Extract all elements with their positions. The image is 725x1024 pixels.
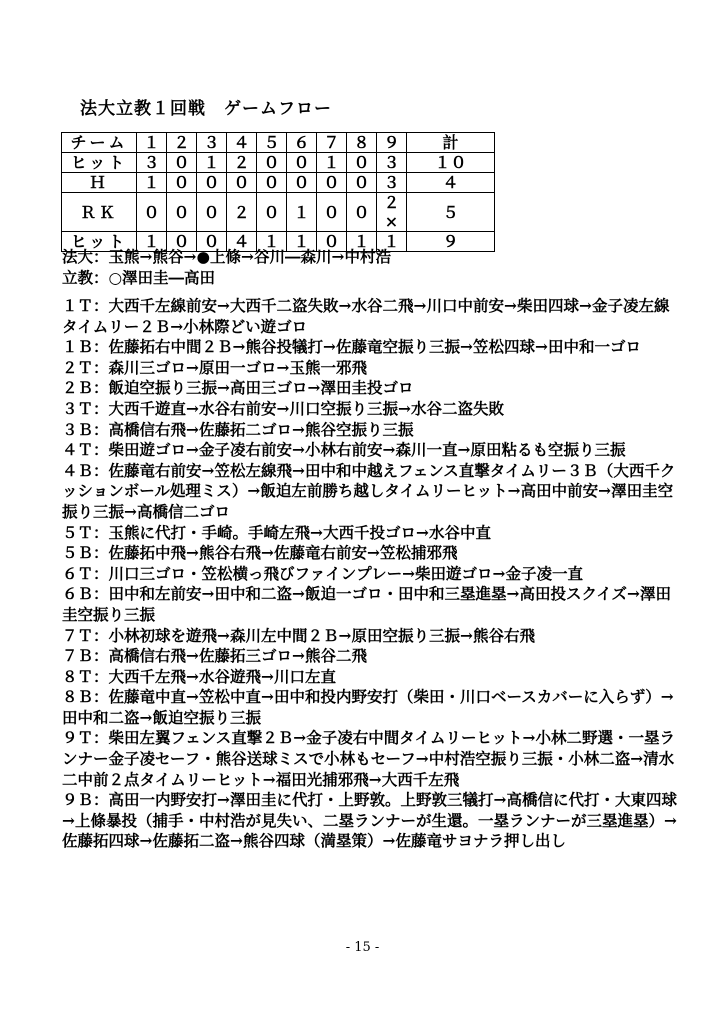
scoreboard-row [62, 153, 495, 173]
play-entry: ８Ｂ：佐藤竜中直→笠松中直→田中和投内野安打（柴田・川口ベースカバーに入らず）→田中和二盗→飯迫空振り三振 [62, 687, 674, 727]
play-entry: ２Ｔ：森川三ゴロ→原田一ゴロ→玉熊一邪飛 [62, 357, 367, 377]
play-entry: １Ｂ：佐藤拓右中間２Ｂ→熊谷投犠打→佐藤竜空振り三振→笠松四球→田中和一ゴロ [62, 337, 641, 357]
inning-cell: １ [317, 153, 347, 173]
play-entry: ３Ｔ：大西千遊直→水谷右前安→川口空振り三振→水谷二盗失敗 [62, 398, 504, 418]
lineup-line: 立教：○澤田圭―高田 [62, 268, 216, 287]
inning-cell: １ [257, 232, 287, 252]
page-title: 法大立教１回戦 ゲームフロー [80, 99, 332, 119]
page-number: - 15 - [345, 940, 380, 955]
inning-cell: １ [377, 232, 407, 252]
game-flow [62, 296, 682, 852]
play-entry: ２Ｂ：飯迫空振り三振→高田三ゴロ→澤田圭投ゴロ [62, 378, 414, 398]
inning-cell: ０ [167, 193, 197, 232]
inning-cell: ０ [257, 193, 287, 232]
play-entry: ９Ｔ：柴田左翼フェンス直撃２Ｂ→金子凌右中間タイムリーヒット→小林二野選・一塁ランナー金子凌セーフ・熊谷送球ミスで小林もセーフ→中村浩空振り三振・小林二盗→清水二中前２点タイムリーヒット→福田光捕邪飛→大西千左飛 [62, 728, 675, 789]
team-cell: ヒット [62, 153, 137, 173]
inning-cell: ６ [287, 133, 317, 153]
inning-cell: ０ [137, 193, 167, 232]
inning-cell: ２ [227, 193, 257, 232]
inning-cell: ３ [377, 173, 407, 193]
inning-cell: ０ [287, 173, 317, 193]
inning-cell: １ [287, 232, 317, 252]
inning-cell: ０ [197, 232, 227, 252]
play-entry: ３Ｂ：高橋信右飛→佐藤拓二ゴロ→熊谷空振り三振 [62, 419, 414, 439]
play-entry: ９Ｂ：高田一内野安打→澤田圭に代打・上野敦。上野敦三犠打→高橋信に代打・大東四球→上條暴投（捕手・中村浩が見失い、二塁ランナーが生還。一塁ランナーが三塁進塁）→佐藤拓四球→佐藤拓二盗→熊谷四球（満塁策）→佐藤竜サヨナラ押し出し [62, 790, 677, 851]
inning-cell: ０ [197, 173, 227, 193]
inning-cell: ８ [347, 133, 377, 153]
play-entry: ４Ｔ：柴田遊ゴロ→金子凌右前安→小林右前安→森川一直→原田粘るも空振り三振 [62, 440, 626, 460]
inning-cell: ２ [227, 153, 257, 173]
inning-cell: ２ [167, 133, 197, 153]
inning-cell: ０ [317, 232, 347, 252]
total-cell: ５ [407, 193, 495, 232]
scoreboard-body [62, 133, 495, 252]
inning-cell: ０ [167, 173, 197, 193]
team-cell: チーム [62, 133, 137, 153]
inning-cell: １ [197, 153, 227, 173]
play-entry: ５Ｔ：玉熊に代打・手崎。手崎左飛→大西千投ゴロ→水谷中直 [62, 522, 491, 542]
inning-cell: ０ [347, 173, 377, 193]
play-entry: ６Ｔ：川口三ゴロ・笠松横っ飛びファインプレー→柴田遊ゴロ→金子凌一直 [62, 563, 584, 583]
inning-cell: ３ [377, 153, 407, 173]
total-cell: ９ [407, 232, 495, 252]
scoreboard-row [62, 193, 495, 232]
inning-cell: １ [287, 193, 317, 232]
inning-cell: ３ [197, 133, 227, 153]
inning-cell: ０ [167, 153, 197, 173]
inning-cell: ０ [167, 232, 197, 252]
inning-cell: ０ [227, 173, 257, 193]
total-cell: １０ [407, 153, 495, 173]
total-cell: 計 [407, 133, 495, 153]
pitcher-lineups [62, 246, 391, 288]
play-entry: ７Ｔ：小林初球を遊飛→森川左中間２Ｂ→原田空振り三振→熊谷右飛 [62, 625, 535, 645]
inning-cell: ０ [347, 153, 377, 173]
inning-cell: ４ [227, 133, 257, 153]
inning-cell: ０ [317, 193, 347, 232]
inning-cell: １ [137, 133, 167, 153]
team-cell: Ｈ [62, 173, 137, 193]
inning-cell: ４ [227, 232, 257, 252]
inning-cell: １ [137, 173, 167, 193]
inning-cell: ９ [377, 133, 407, 153]
lineup-line: 法大：玉熊→熊谷→●上條→谷川―森川→中村浩 [62, 247, 391, 266]
inning-cell: ２× [377, 193, 407, 232]
inning-cell: ０ [287, 153, 317, 173]
total-cell: ４ [407, 173, 495, 193]
team-cell: ＲＫ [62, 193, 137, 232]
scoreboard-header-row [62, 133, 495, 153]
play-entry: １Ｔ：大西千左線前安→大西千二盗失敗→水谷二飛→川口中前安→柴田四球→金子凌左線タイムリー２Ｂ→小林際どい遊ゴロ [62, 296, 670, 336]
inning-cell: ０ [197, 193, 227, 232]
scoreboard-table [61, 132, 495, 252]
inning-cell: ０ [317, 173, 347, 193]
scoreboard-row [62, 173, 495, 193]
team-cell: ヒット [62, 232, 137, 252]
inning-cell: ５ [257, 133, 287, 153]
inning-cell: １ [347, 232, 377, 252]
play-entry: ４Ｂ：佐藤竜右前安→笠松左線飛→田中和中越えフェンス直撃タイムリー３Ｂ（大西千クッションボール処理ミス）→飯迫左前勝ち越しタイムリーヒット→高田中前安→澤田圭空振り三振→高橋信二ゴロ [62, 460, 676, 521]
inning-cell: ０ [257, 153, 287, 173]
inning-cell: ３ [137, 153, 167, 173]
play-entry: ５Ｂ：佐藤拓中飛→熊谷右飛→佐藤竜右前安→笠松捕邪飛 [62, 543, 458, 563]
play-entry: ８Ｔ：大西千左飛→水谷遊飛→川口左直 [62, 666, 336, 686]
inning-cell: １ [137, 232, 167, 252]
inning-cell: ０ [257, 173, 287, 193]
play-entry: ７Ｂ：高橋信右飛→佐藤拓三ゴロ→熊谷二飛 [62, 646, 367, 666]
play-entry: ６Ｂ：田中和左前安→田中和二盗→飯迫一ゴロ・田中和三塁進塁→高田投スクイズ→澤田圭空振り三振 [62, 584, 672, 624]
inning-cell: ７ [317, 133, 347, 153]
inning-cell: ０ [347, 193, 377, 232]
